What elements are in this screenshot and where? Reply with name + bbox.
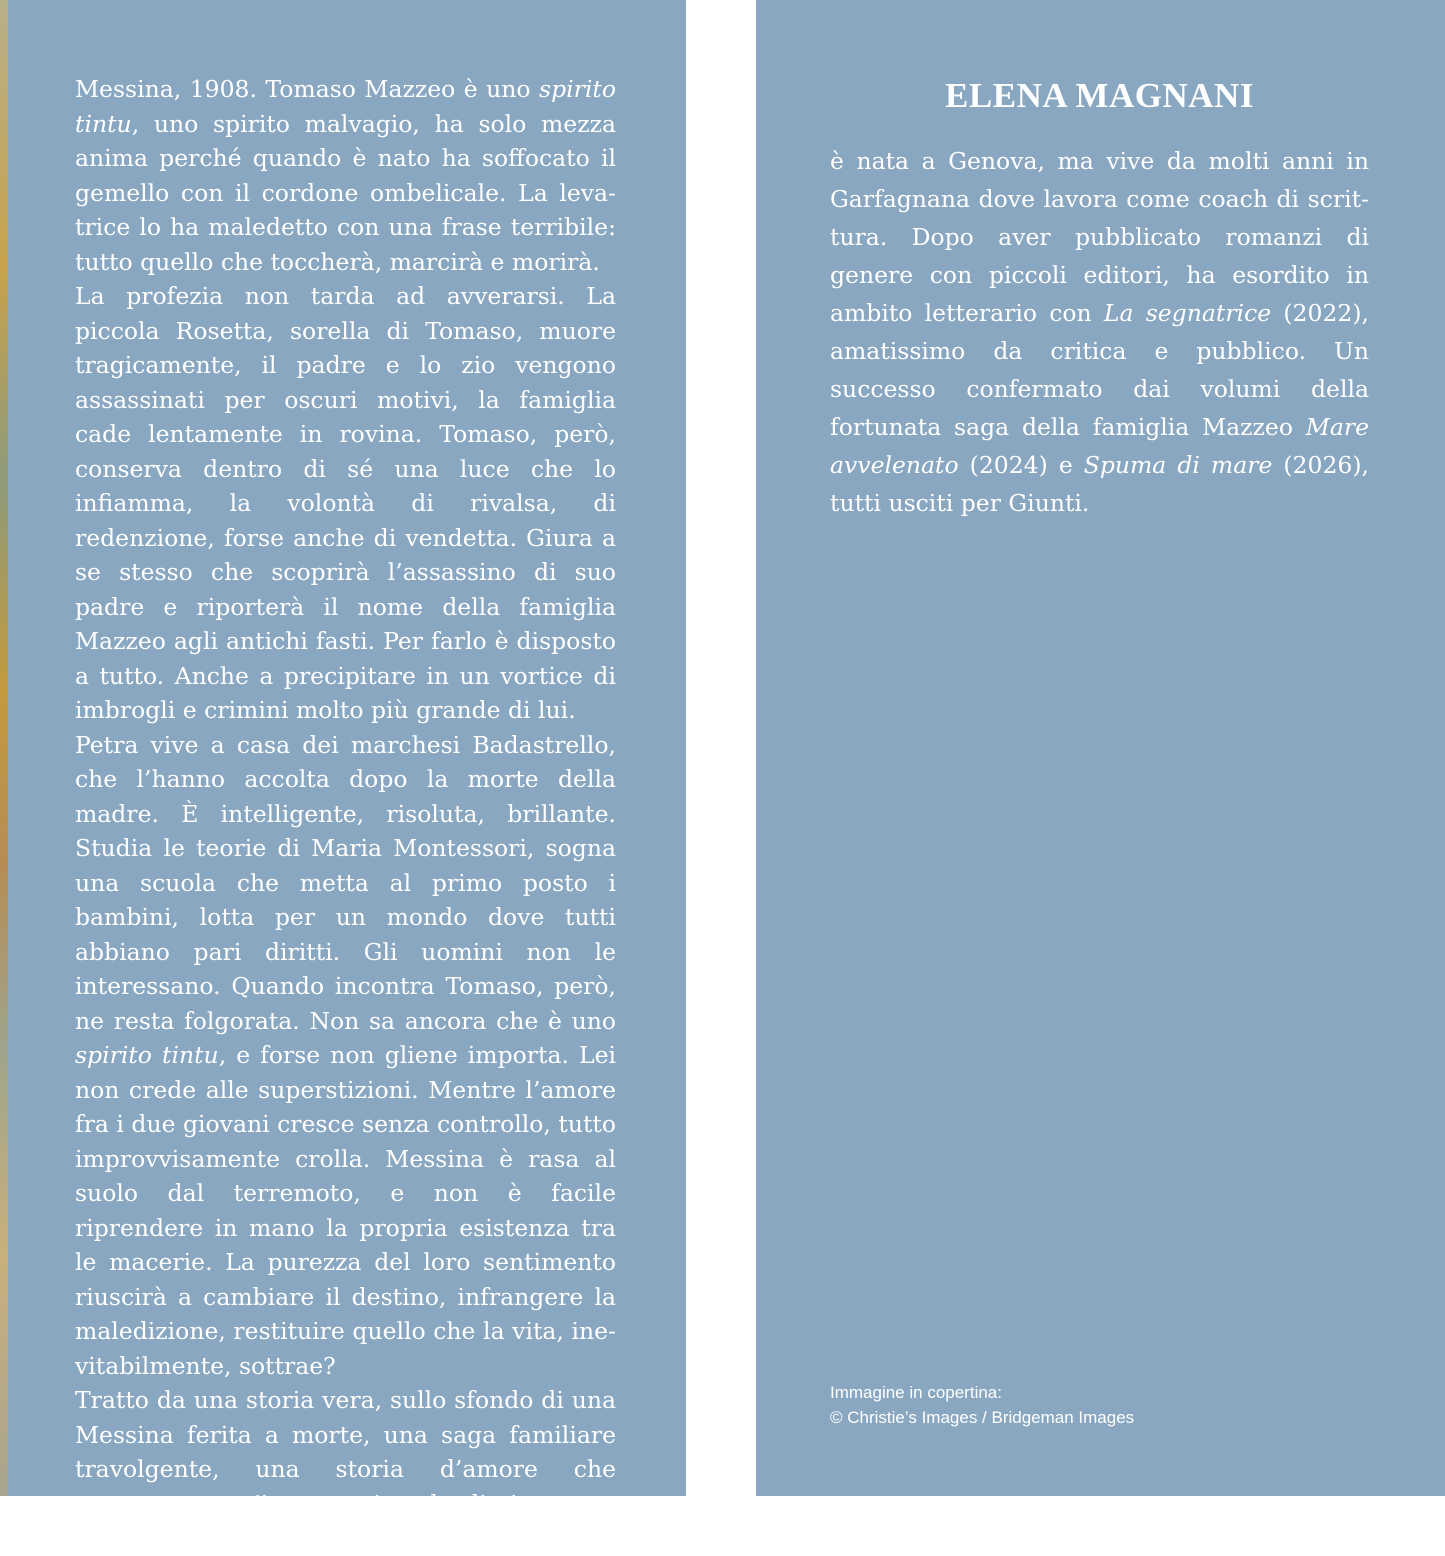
credit-line: Immagine in copertina: [830,1383,1002,1402]
italic-text-segment: spirito tintu [75,75,616,138]
synopsis-paragraph [75,728,616,1384]
text-segment: (2026), tutti usciti per Giunti. [830,451,1369,517]
cover-image-edge [0,0,8,1496]
author-name: ELENA MAGNANI [945,76,1254,115]
italic-text-segment: spirito tintu [75,1041,219,1069]
text-segment: è nata a Genova, ma vive da molti anni in Garfagnana dove lavora come coach di scrittura. Dopo aver pubblicato romanzi di genere con piccoli editori, ha esordito in ambito letterario con [830,147,1369,327]
author-bio [830,142,1369,522]
text-segment: Messina, 1908. Tomaso Mazzeo è uno [75,75,540,103]
front-flap [8,0,686,1552]
credit-line: © Christie’s Images / Bridgeman Images [830,1408,1135,1427]
synopsis-paragraph [75,279,616,728]
text-segment: La profezia non tarda ad avverarsi. La piccola Rosetta, sorella di Tomaso, muore tragicamente, il padre e lo zio vengono assassinati per oscuri motivi, la famiglia cade lentamente in rovina. Tomaso, però, conserva dentro di sé una luce che lo infiamma, la volontà di rivalsa, di redenzione, forse anche di vendetta. Giura a se stesso che scoprirà l’assassino di suo padre e riporterà il nome della famiglia Mazzeo agli antichi fasti. Per farlo è disposto a tutto. Anche a precipitare in un vortice di imbrogli e crimini molto più grande di lui. [75,282,616,724]
text-segment: , e forse non gliene importa. Lei non crede alle superstizioni. Mentre l’amore fra i due giovani cresce senza controllo, tutto improvvisamente crolla. Messina è rasa al suolo dal terremoto, e non è facile riprendere in mano la propria esistenza tra le macerie. La purezza del loro sentimento riuscirà a cambiare il destino, infrangere la maledizione, restituire quello che la vita, inevitabilmente, sottrae? [75,1041,616,1380]
italic-text-segment: La segnatrice [1103,299,1272,327]
text-segment: (2024) e [958,451,1084,479]
text-segment: (2022), amatissimo da critica e pubblico. Un successo confermato dai volumi della fortunata saga della famiglia Mazzeo [830,299,1369,441]
italic-text-segment: Mare avvelenato [830,413,1369,479]
text-segment: , uno spirito malvagio, ha solo mezza anima perché quando è nato ha soffocato il gemello con il cordone ombelicale. La levatrice lo ha maledetto con una frase terribile: tutto quello che toccherà, marcirà e morirà. [75,109,616,276]
back-flap [756,0,1445,1496]
synopsis-text [75,72,616,1556]
text-segment: Tratto da una storia vera, sullo sfondo di una Messina ferita a morte, una saga familiare travolgente, una storia d’amore che commuove, un’intensa vicenda di riscatto e ricostruzione. [75,1386,616,1552]
synopsis-paragraph [75,72,616,279]
text-segment: Petra vive a casa dei marchesi Badastrello, che l’hanno accolta dopo la morte della madre. È intelligente, risoluta, brillante. Studia le teorie di Maria Montessori, sogna una scuola che metta al primo posto i bambini, lotta per un mondo dove tutti abbiano pari diritti. Gli uomini non le interessano. Quando incontra Tomaso, però, ne resta folgorata. Non sa ancora che è uno [75,730,616,1035]
italic-text-segment: Spuma di mare [1083,451,1273,479]
synopsis-paragraph [75,1383,616,1556]
author-bio-paragraph [830,142,1369,522]
cover-image-credit [830,1380,1134,1430]
